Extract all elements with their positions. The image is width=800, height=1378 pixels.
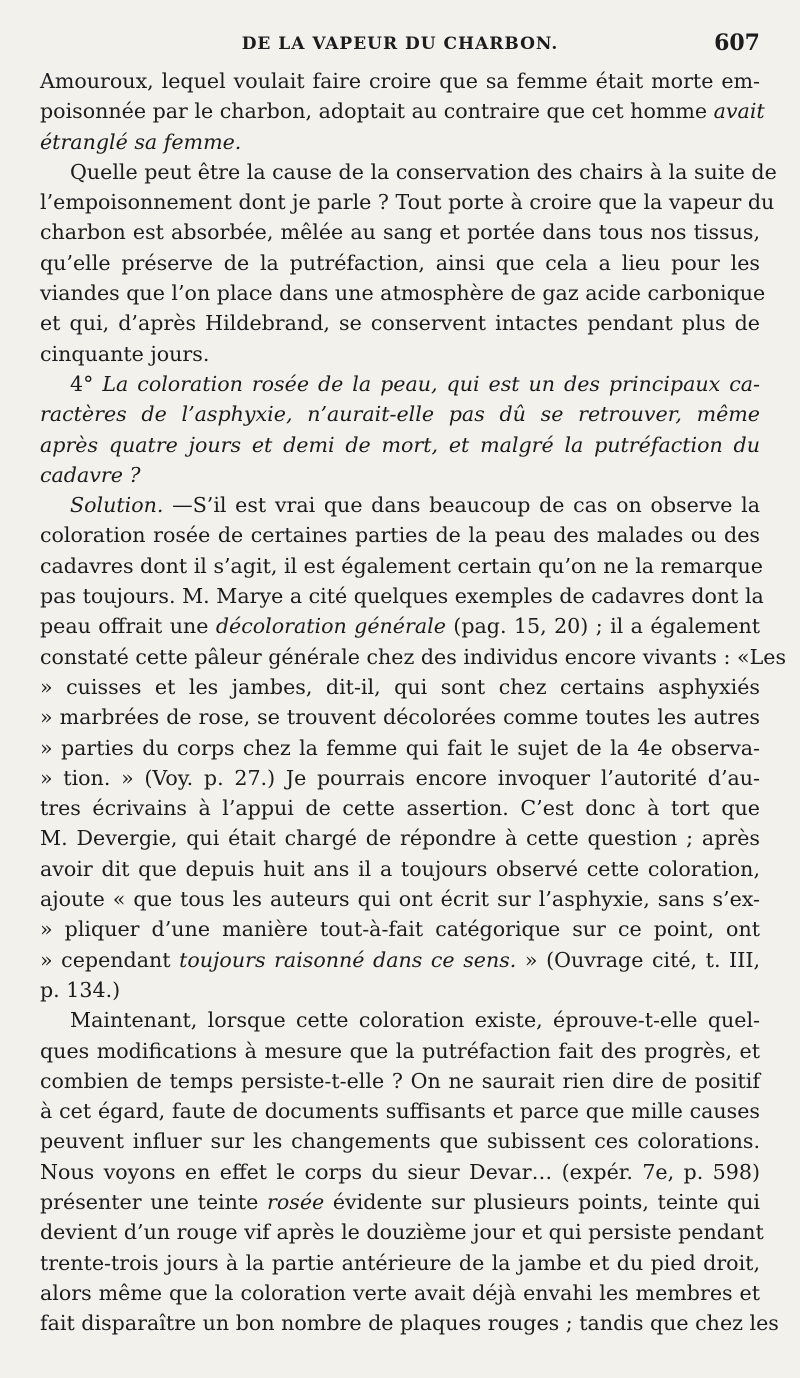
text-line [40, 884, 760, 914]
italic-text: cadavre ? [40, 462, 141, 487]
italic-text: Solution. [70, 493, 164, 518]
text-segment: Nous voyons en effet le corps du sieur Devar… (expér. 7e, p. 598) [40, 1159, 760, 1184]
text-segment: trente-trois jours à la partie antérieure de la jambe et du pied droit, [40, 1250, 760, 1275]
text-line [40, 1308, 779, 1338]
text-line [40, 308, 760, 338]
text-segment: poisonnée par le charbon, adoptait au contraire que cet homme [40, 99, 714, 124]
italic-text: rosée [267, 1189, 325, 1214]
text-segment: tres écrivains à l’appui de cette assertion. C’est donc à tort que [40, 796, 760, 821]
text-line [40, 1036, 760, 1066]
text-line [40, 217, 760, 247]
page-number: 607 [714, 30, 760, 56]
text-segment: » cuisses et les jambes, dit-il, qui sont chez certains asphyxiés [40, 674, 760, 699]
text-segment: (pag. 15, 20) ; il a également [445, 614, 760, 639]
text-line [40, 763, 760, 793]
text-line [40, 945, 760, 975]
text-line [40, 975, 760, 1005]
text-line [40, 642, 787, 672]
text-segment: peau offrait une [40, 614, 216, 639]
running-title: DE LA VAPEUR DU CHARBON. [241, 34, 559, 54]
text-segment: Quelle peut être la cause de la conservation des chairs à la suite de [70, 159, 777, 184]
text-segment: présenter une teinte [40, 1189, 268, 1214]
text-segment: alors même que la coloration verte avait déjà envahi les membres et [40, 1280, 760, 1305]
text-segment: cinquante jours. [40, 341, 210, 366]
text-segment: évidente sur plusieurs points, teinte qui [324, 1189, 761, 1214]
text-line [40, 460, 760, 490]
text-line [40, 1066, 760, 1096]
text-segment: l’empoisonnement dont je parle ? Tout porte à croire que la vapeur du [40, 190, 775, 215]
text-line [40, 1157, 760, 1187]
text-line [40, 1187, 760, 1217]
text-segment: combien de temps persiste-t-elle ? On ne saurait rien dire de positif [40, 1068, 760, 1093]
text-segment: » (Ouvrage cité, t. III, [516, 947, 761, 972]
italic-text: ractères de l’asphyxie, n’aurait-elle pas dû se retrouver, même [40, 402, 760, 427]
italic-text: La coloration rosée de la peau, qui est un des principaux ca- [102, 371, 760, 396]
text-segment: —S’il est vrai que dans beaucoup de cas on observe la [163, 493, 760, 518]
text-line [40, 1217, 764, 1247]
italic-text: avait [713, 99, 765, 124]
text-line [40, 1248, 760, 1278]
italic-text: étranglé sa femme. [40, 129, 242, 154]
text-line [40, 581, 764, 611]
text-segment: pas toujours. M. Marye a cité quelques exemples de cadavres dont la [40, 584, 764, 609]
text-segment: à cet égard, faute de documents suffisants et parce que mille causes [40, 1099, 760, 1124]
text-segment: cadavres dont il s’agit, il est également certain qu’on ne la remarque [40, 553, 763, 578]
text-line [40, 248, 760, 278]
text-line [40, 551, 763, 581]
text-line [40, 1005, 760, 1035]
text-segment: » marbrées de rose, se trouvent décolorées comme toutes les autres [40, 705, 760, 730]
text-segment: » parties du corps chez la femme qui fait le sujet de la 4e observa- [40, 735, 760, 760]
text-segment: Amouroux, lequel voulait faire croire que sa femme était morte em- [40, 69, 760, 93]
text-segment: avoir dit que depuis huit ans il a toujours observé cette coloration, [40, 856, 760, 881]
page-header [40, 30, 760, 64]
text-segment: ajoute « que tous les auteurs qui ont écrit sur l’asphyxie, sans s’ex- [40, 887, 760, 912]
text-line [40, 611, 760, 641]
text-line [40, 66, 760, 96]
text-line [40, 430, 760, 460]
text-line [40, 339, 760, 369]
text-line [40, 793, 760, 823]
text-line [40, 1126, 760, 1156]
text-segment: » cependant [40, 947, 180, 972]
text-segment: M. Devergie, qui était chargé de répondre à cette question ; après [40, 826, 760, 851]
text-line [40, 96, 765, 126]
text-line [40, 672, 760, 702]
text-line [40, 520, 760, 550]
text-segment: 4° [70, 371, 103, 396]
italic-text: décoloration générale [215, 614, 446, 639]
text-segment: coloration rosée de certaines parties de la peau des malades ou des [40, 523, 760, 548]
text-line [40, 127, 760, 157]
text-segment: Maintenant, lorsque cette coloration existe, éprouve-t-elle quel- [70, 1008, 760, 1033]
text-line [40, 823, 760, 853]
text-line [40, 1096, 760, 1126]
text-line [40, 914, 760, 944]
text-segment: qu’elle préserve de la putréfaction, ainsi que cela a lieu pour les [40, 250, 760, 275]
text-line [40, 278, 766, 308]
italic-text: toujours raisonné dans ce sens. [179, 947, 517, 972]
text-line [40, 1278, 760, 1308]
text-segment: » pliquer d’une manière tout-à-fait catégorique sur ce point, ont [40, 917, 760, 942]
text-segment: devient d’un rouge vif après le douzième jour et qui persiste pendant [40, 1220, 764, 1245]
text-segment: fait disparaître un bon nombre de plaques rouges ; tandis que chez les [40, 1311, 779, 1336]
text-line [40, 399, 760, 429]
text-line [40, 733, 760, 763]
text-segment: ques modifications à mesure que la putréfaction fait des progrès, et [40, 1038, 760, 1063]
text-line [40, 702, 760, 732]
text-segment: peuvent influer sur les changements que subissent ces colorations. [40, 1129, 760, 1154]
italic-text: après quatre jours et demi de mort, et malgré la putréfaction du [40, 432, 760, 457]
body-text [40, 66, 787, 1338]
text-line [40, 490, 760, 520]
text-segment: et qui, d’après Hildebrand, se conservent intactes pendant plus de [40, 311, 760, 336]
text-line [40, 157, 777, 187]
text-line [40, 187, 775, 217]
text-segment: p. 134.) [40, 977, 121, 1002]
text-line [40, 369, 760, 399]
text-segment: viandes que l’on place dans une atmosphère de gaz acide carbonique [40, 281, 766, 306]
text-line [40, 854, 760, 884]
text-segment: » tion. » (Voy. p. 27.) Je pourrais encore invoquer l’autorité d’au- [40, 765, 760, 790]
text-segment: constaté cette pâleur générale chez des individus encore vivants : «Les [40, 644, 787, 669]
text-segment: charbon est absorbée, mêlée au sang et portée dans tous nos tissus, [40, 220, 760, 245]
